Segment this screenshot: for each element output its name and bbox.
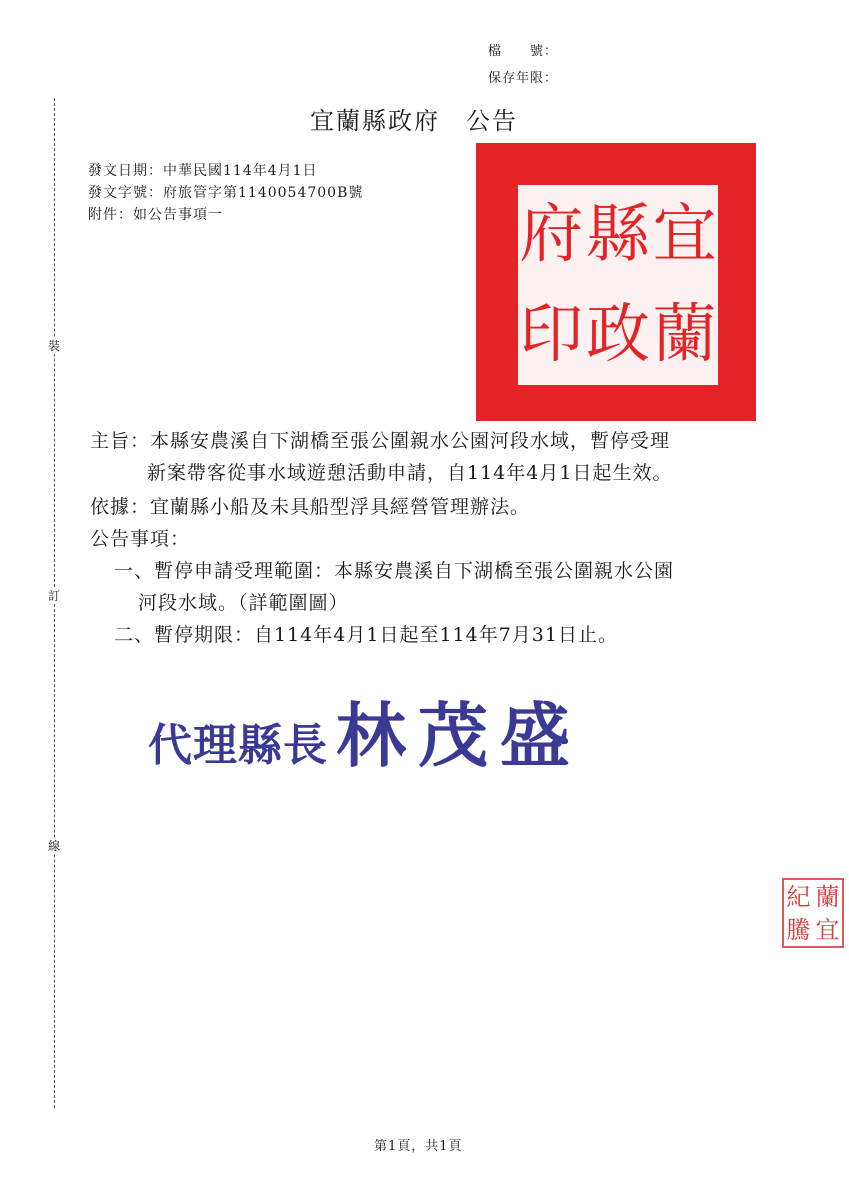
small-seal xyxy=(782,878,844,948)
item-1-line-2: 河段水域。（詳範圍圖） xyxy=(138,592,349,614)
item-2-line: 二、暫停期限：自114年4月1日起至114年7月31日止。 xyxy=(114,624,618,646)
seal-char: 蘭 xyxy=(652,298,717,372)
issue-date: 發文日期：中華民國114年4月1日 xyxy=(88,163,318,179)
small-seal-char: 宜 xyxy=(815,915,840,944)
binding-mark-middle: 訂 xyxy=(47,589,60,603)
official-seal xyxy=(476,143,756,421)
official-seal-face xyxy=(516,183,720,387)
small-seal-char: 蘭 xyxy=(815,882,840,911)
seal-char: 府 xyxy=(519,198,584,272)
subject-line-2: 新案帶客從事水域遊憩活動申請，自114年4月1日起生效。 xyxy=(147,462,673,484)
binding-mark-top: 裝 xyxy=(47,339,60,353)
signature-name: 林茂盛 xyxy=(336,695,582,777)
page-title: 宜蘭縣政府 公告 xyxy=(310,107,518,135)
announcement-body xyxy=(90,425,674,651)
page-number: 第1頁，共1頁 xyxy=(374,1139,463,1154)
retention-period-label: 保存年限： xyxy=(488,71,559,86)
small-seal-char: 紀 xyxy=(786,882,811,911)
subject-line-1: 主旨：本縣安農溪自下湖橋至張公圍親水公園河段水域，暫停受理 xyxy=(90,430,671,452)
attachment-note: 附件：如公告事項一 xyxy=(88,207,223,223)
signature-title: 代理縣長 xyxy=(148,720,328,771)
binding-mark-bottom: 線 xyxy=(47,839,60,853)
basis-line: 依據：宜蘭縣小船及未具船型浮具經營管理辦法。 xyxy=(90,496,531,518)
item-1-line-1: 一、暫停申請受理範圍：本縣安農溪自下湖橋至張公圍親水公園 xyxy=(114,560,675,582)
seal-char: 政 xyxy=(586,298,651,372)
small-seal-char: 騰 xyxy=(786,915,811,944)
items-heading: 公告事項： xyxy=(90,528,191,550)
seal-char: 印 xyxy=(519,298,584,372)
seal-char: 縣 xyxy=(586,198,651,272)
file-number-label: 檔 號： xyxy=(488,44,559,59)
reference-number: 發文字號：府旅管字第1140054700B號 xyxy=(88,185,364,201)
document-header xyxy=(88,160,363,226)
signature-stamp xyxy=(148,680,582,781)
seal-char: 宜 xyxy=(652,198,717,272)
